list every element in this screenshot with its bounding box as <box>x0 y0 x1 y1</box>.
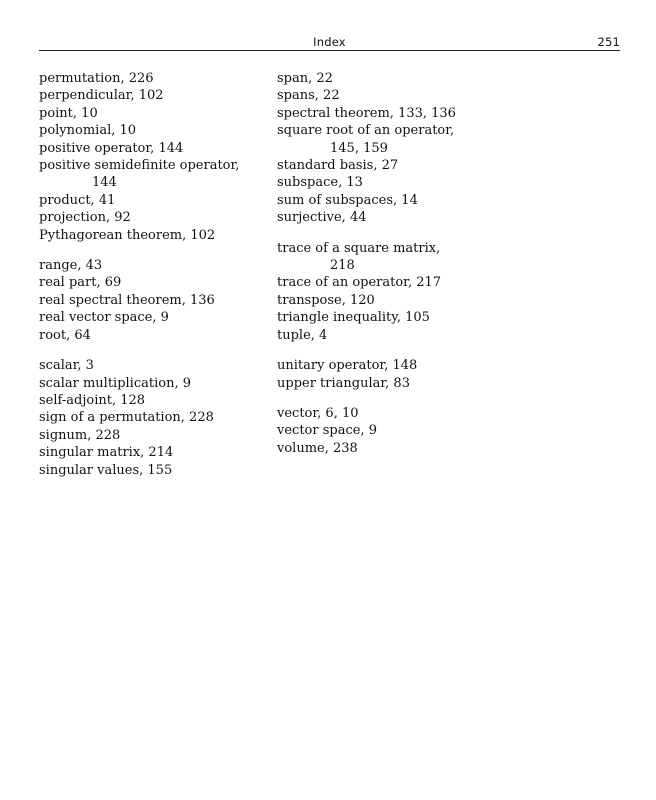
index-column-left <box>39 70 264 479</box>
group-spacer <box>277 344 517 357</box>
index-entry: sum of subspaces, 14 <box>277 192 418 208</box>
index-entry: point, 10 <box>39 105 98 121</box>
index-entry: Pythagorean theorem, 102 <box>39 227 216 243</box>
index-entry: triangle inequality, 105 <box>277 310 430 326</box>
index-entry: scalar, 3 <box>39 358 94 374</box>
index-entry: self-adjoint, 128 <box>39 392 146 408</box>
index-entry: spectral theorem, 133, 136 <box>277 105 456 121</box>
index-entry: volume, 238 <box>277 440 358 456</box>
index-entry: spans, 22 <box>277 88 340 104</box>
index-entry-continuation: 218 <box>330 258 355 274</box>
index-entry: real spectral theorem, 136 <box>39 292 215 308</box>
group-spacer <box>277 227 517 240</box>
index-entry: subspace, 13 <box>277 175 363 191</box>
index-entry: real vector space, 9 <box>39 310 169 326</box>
index-entry: transpose, 120 <box>277 292 375 308</box>
index-entry: permutation, 226 <box>39 71 154 86</box>
index-entry: trace of an operator, 217 <box>277 275 442 291</box>
index-entry: positive semidefinite operator, <box>39 158 240 174</box>
index-entry: unitary operator, 148 <box>277 358 418 374</box>
index-entry: standard basis, 27 <box>277 158 399 174</box>
index-entry: tuple, 4 <box>277 327 328 343</box>
index-entry: singular matrix, 214 <box>39 445 174 461</box>
index-entry: span, 22 <box>277 71 333 86</box>
index-entry: vector space, 9 <box>277 423 377 439</box>
group-spacer <box>39 344 264 357</box>
page-number: 251 <box>597 35 620 49</box>
index-entry: range, 43 <box>39 258 103 274</box>
index-column-right <box>277 70 517 457</box>
index-entry: real part, 69 <box>39 275 122 291</box>
index-entry: trace of a square matrix, <box>277 240 441 256</box>
running-header <box>39 35 620 51</box>
index-entry: polynomial, 10 <box>39 123 137 139</box>
header-title: Index <box>313 35 346 49</box>
index-entry-continuation: 144 <box>92 175 117 191</box>
index-entry: perpendicular, 102 <box>39 88 164 104</box>
index-entry: positive operator, 144 <box>39 140 184 156</box>
index-entry: root, 64 <box>39 327 91 343</box>
index-entry-continuation: 145, 159 <box>330 140 388 156</box>
index-entry: upper triangular, 83 <box>277 375 410 391</box>
index-entry: surjective, 44 <box>277 210 367 226</box>
index-entry: scalar multiplication, 9 <box>39 375 191 391</box>
index-entry: projection, 92 <box>39 210 131 226</box>
index-entry: singular values, 155 <box>39 462 173 478</box>
index-entry: product, 41 <box>39 192 116 208</box>
index-entry: sign of a permutation, 228 <box>39 410 214 426</box>
index-entry: square root of an operator, <box>277 123 455 139</box>
index-entry: vector, 6, 10 <box>277 405 359 421</box>
index-entry: signum, 228 <box>39 427 121 443</box>
group-spacer <box>39 244 264 257</box>
group-spacer <box>277 392 517 405</box>
